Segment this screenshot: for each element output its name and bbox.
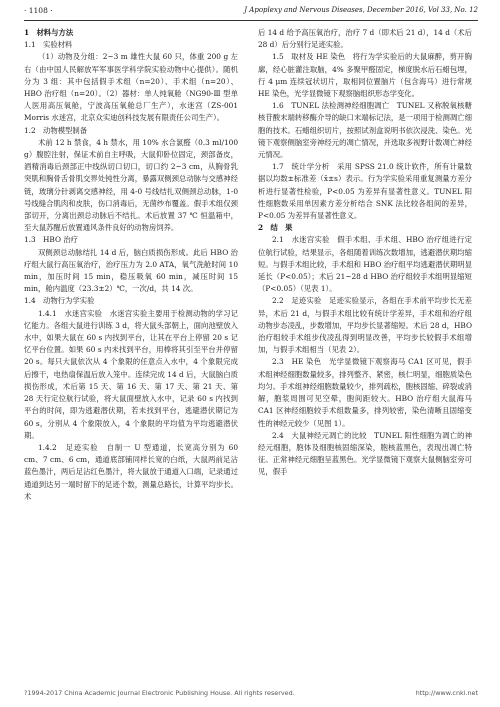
body-paragraph: 术前 12 h 禁食，4 h 禁水，用 10% 水合氯醛（0.3 ml/100 g）腹腔注射，保证术前自主呼吸，大鼠仰卧位固定，颈部备皮，酒精消毒后颈部正中线纵切口切口，切口约 2~3 cm，从胸骨乳突肌和胸骨舌骨肌交界处钝性分离，暴露双侧颈总动脉与交感神经链，玻璃分针剥离交感神经，用 4-0 号线结扎双侧颈总动脉，1-0 号线缝合肌肉和皮肤，伤口消毒后，无菌纱布覆盖。假手术组仅颈部切开，分离出颈总动脉后不结扎。术后放置 37 ℃ 恒温箱中，至大鼠苏醒后放置通风条件良好的动物房饲养。 [24,137,238,233]
subsection-heading: 1.4 动物行为学实验 [24,296,95,306]
body-paragraph: （1）动物及分组：2~3 m 雄性大鼠 60 只，体重 200 g 左右（由中国人民解放军军事医学科学院实验动物中心提供）。随机分为 3 组：其中包括假手术组（n=20）、手术组（n=20）、HBO 治疗组（n=20）。（2）器材：单人纯氧舱（NG90-Ⅲ 型单人医用高压氧舱，宁波高压氧舱总厂生产），水迷宫（ZS-001 Morris 水迷宫，北京众实迪创科技发展有限责任公司生产）。 [24,52,238,123]
body-paragraph: 2.2 足迹实验 足迹实验显示，各组在手术前平均步长无差异，术后 21 d，与假手术组比较有统计学差异，手术组和治疗组动物步态凌乱，步数增加，平均步长显著缩短。术后 28 d，HBO 治疗组较手术组步伐凌乱得到明显改善，平均步长较假手术组增加，与假手术组相当（见表 2）。 [258,296,472,355]
website-link[interactable]: http://www.cnki.net [415,689,478,697]
body-paragraph: 2.4 大鼠神经元凋亡的比较 TUNEL 阳性细胞为凋亡的神经元细胞，胞体及细胞核固缩深染，胞核蓝黑色，表现出凋亡特征。正常神经元细胞呈蓝黑色。光学显微镜下观察大鼠侧脑室旁可见，假手 [258,430,472,477]
header-rule [24,20,478,21]
subsection-heading: 1.2 动物模型制备 [24,125,88,135]
body-paragraph: 1.7 统计学分析 采用 SPSS 21.0 统计软件，所有计量数据以均数±标准差（x̄±s）表示。行为学实验采用重复测量方差分析进行显著性检验，P<0.05 为差异有显著性意义。TUNEL 阳性细胞数采用单因素方差分析结合 SNK 法比较各组间的差异，P<0.05 为差异有显著性意义。 [258,162,472,221]
body-paragraph: 2.3 HE 染色 光学显微镜下观察海马 CA1 区可见，假手术组神经细胞数量较多，排列整齐、紧密，核仁明显，细胞质染色均匀。手术组神经细胞数量较少，排列疏松，胞核固缩、碎裂或消解，胞浆周围可见空晕，胞间距较大。HBO 治疗组大鼠海马 CA1 区神经细胞较手术组数量多，排列较密，染色清晰且固缩变性的神经元较少（见图 1）。 [258,357,472,428]
section-heading: 1 材料与方法 [24,28,74,37]
page-number: · 1108 · [24,6,53,15]
body-paragraph: 后 14 d 给予高压氧治疗，治疗 7 d（即术后 21 d），14 d（术后 28 d）后分别行足迹实验。 [258,28,472,50]
right-column [258,27,472,479]
body-paragraph: 1.4.1 水迷宫实验 水迷宫实验主要用于检测动物的学习记忆能力。各组大鼠进行训练 3 d，将大鼠头部朝上，面向池壁放入水中，如果大鼠在 60 s 内找到平台，让其在平台上停留 20 s 记忆平台位置。如果 60 s 内未找到平台，用棒将其引至平台并停留 20 s。每只大鼠依次从 4 个象限的任意点入水中，4 个象限完成后擦干，电热扇保温后放入笼中。连续完成 14 d 后，大鼠脑白质损伤形成，术后第 15 天、第 16 天、第 17 天、第 21 天、第 28 天行定位航行试验，将大鼠面壁放入水中，记录 60 s 内找到平台的时间，即为逃避潜伏期，若未找到平台，逃避潜伏期记为 60 s，分别从 4 个象限放入，4 个象限的平均值为平均逃避潜伏期。 [24,308,238,440]
journal-citation: J Apoplexy and Nervous Diseases, December 2016, Vol 33, No. 12 [244,6,478,14]
subsection-heading: 1.3 HBO 治疗 [24,235,79,245]
body-paragraph: 1.6 TUNEL 法检测神经细胞凋亡 TUNEL 又称脱氧核糖核苷酸末端转移酶介导的缺口末端标记法，是一项用于检测凋亡细胞的技术。石蜡组织切片，按照试剂盒说明书依次浸洗、染色。光镜下观察侧脑室旁神经元的凋亡情况，并选取多视野计数凋亡神经元情况。 [258,101,472,160]
subsection-heading: 1.1 实验材料 [24,40,73,50]
page-footer [24,689,478,697]
body-paragraph: 2.1 水迷宫实验 假手术组、手术组、HBO 治疗组进行定位航行试验，结果显示，各组随着训练次数增加，逃避潜伏期均缩短。与假手术组比较，手术组和 HBO 治疗组平均逃避潜伏期明显延长（P<0.05）；术后 21~28 d HBO 治疗组较手术组明显缩短（P<0.05）（见表 1）。 [258,235,472,294]
left-column [24,27,238,503]
section-heading: 2 结 果 [258,223,293,233]
body-paragraph: 双侧颈总动脉结扎 14 d 后，脑白质损伤形成。此后 HBO 治疗组大鼠行高压氧治疗，治疗压力为 2.0 ATA，氧气洗舱时间 10 min，加压时间 15 min，稳压吸氧 60 min，减压时间 15 min，舱内温度（23.3±2）℃，一次/d，共 14 次。 [24,247,238,294]
page-header [24,6,478,20]
body-paragraph: 1.5 取材及 HE 染色 将行为学实验后的大鼠麻醉，剪开胸廓，经心脏灌注取脑，4% 多聚甲醛固定，梯度脱水后石蜡包埋，行 4 μm 连续冠状切片，取相同位置脑片（包含海马）进行常规 HE 染色，光学显微镜下观察脑组织形态学变化。 [258,52,472,99]
body-paragraph: 1.4.2 足迹实验 自制一 U 型通道，长宽高分别为 60 cm、7 cm、6 cm，通道底部铺同样长宽的白纸，大鼠两前足沾蓝色墨汁，两后足沾红色墨汁，将大鼠放于通道入口端，记录通过通道到达另一端时留下的足迹个数，测量总路长，计算平均步长。术 [24,442,238,501]
copyright-notice: ?1994-2017 China Academic Journal Electronic Publishing House. All rights reserved. [24,689,295,697]
